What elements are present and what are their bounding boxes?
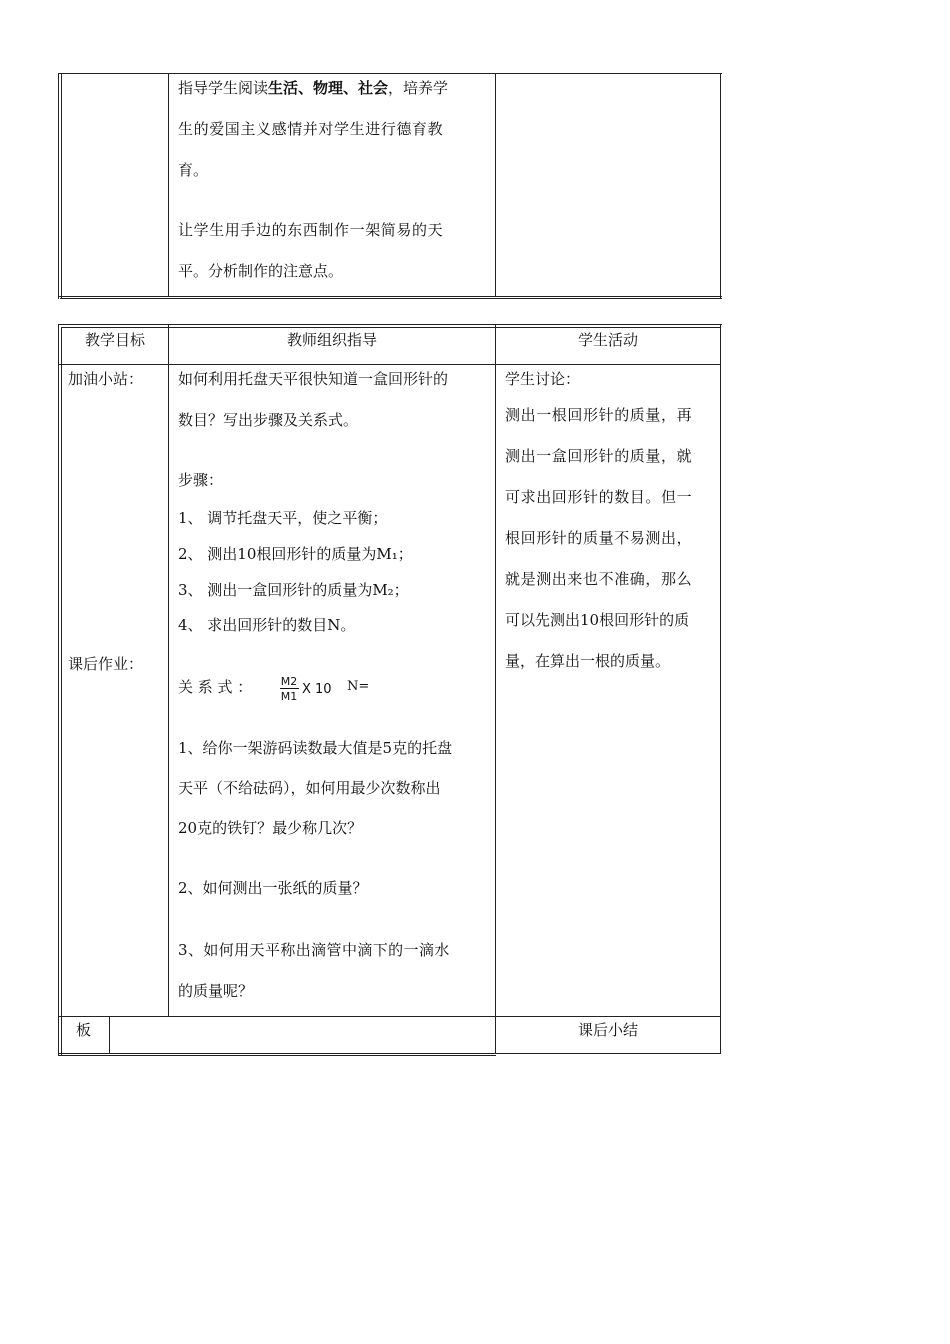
- homework2: 2、如何测出一张纸的质量？: [178, 879, 368, 897]
- question-line2: 数目？写出步骤及关系式。: [178, 411, 359, 429]
- student-line: 根回形针的质量不易测出，: [505, 529, 693, 547]
- top-para1-line3: 育。: [178, 161, 209, 179]
- formula-denominator: M1: [280, 690, 298, 703]
- top-para2-line1: 让学生用手边的东西制作一架简易的天: [178, 221, 444, 239]
- header-teacher-guidance: 教师组织指导: [286, 331, 377, 349]
- relation-label: 关 系 式 ：: [178, 678, 253, 696]
- header-teaching-goal: 教学目标: [84, 331, 145, 349]
- step-item: 3、 测出一盒回形针的质量为M₂；: [178, 581, 409, 599]
- step-item: 2、 测出10根回形针的质量为M₁；: [178, 545, 413, 563]
- top-para1-bold: 生活、物理、社会: [268, 79, 389, 97]
- homework1-line2: 天平（不给砝码），如何用最少次数称出: [178, 779, 441, 797]
- student-discussion-title: 学生讨论：: [505, 370, 581, 388]
- header-student-activity: 学生活动: [577, 331, 638, 349]
- student-line: 可求出回形针的数目。但一: [505, 488, 693, 506]
- formula-n: N=: [347, 679, 370, 694]
- homework1-line1: 1、给你一架游码读数最大值是5克的托盘: [178, 739, 453, 757]
- step-item: 4、 求出回形针的数目N。: [178, 616, 356, 634]
- formula-numerator: M2: [280, 675, 298, 688]
- homework3-line1: 3、如何用天平称出滴管中滴下的一滴水: [178, 941, 450, 959]
- formula-times: X 10: [302, 682, 332, 697]
- homework1-line3: 20克的铁钉？最少称几次？: [178, 819, 363, 837]
- homework3-line2: 的质量呢？: [178, 982, 254, 1000]
- student-line: 测出一根回形针的质量，再: [505, 406, 693, 424]
- label-station: 加油小站：: [68, 370, 144, 388]
- student-line: 量，在算出一根的质量。: [505, 652, 671, 670]
- label-homework: 课后作业：: [68, 655, 144, 673]
- student-line: 测出一盒回形针的质量，就: [505, 447, 693, 465]
- student-line: 可以先测出10根回形针的质: [505, 611, 690, 629]
- top-para1-line1: [178, 78, 448, 98]
- top-para1-suffix: ，培养学: [388, 79, 449, 97]
- summary-label: 课后小结: [577, 1021, 638, 1039]
- student-line: 就是测出来也不准确，那么: [505, 570, 693, 588]
- question-line1: 如何利用托盘天平很快知道一盒回形针的: [178, 370, 449, 388]
- top-para1-prefix: 指导学生阅读: [178, 79, 269, 97]
- steps-title: 步骤：: [178, 471, 224, 489]
- top-para1-line2: 生的爱国主义感情并对学生进行德育教: [178, 120, 444, 138]
- top-para2-line2: 平。分析制作的注意点。: [178, 262, 344, 280]
- board-label: 板: [76, 1021, 92, 1039]
- step-item: 1、 调节托盘天平，使之平衡；: [178, 509, 388, 527]
